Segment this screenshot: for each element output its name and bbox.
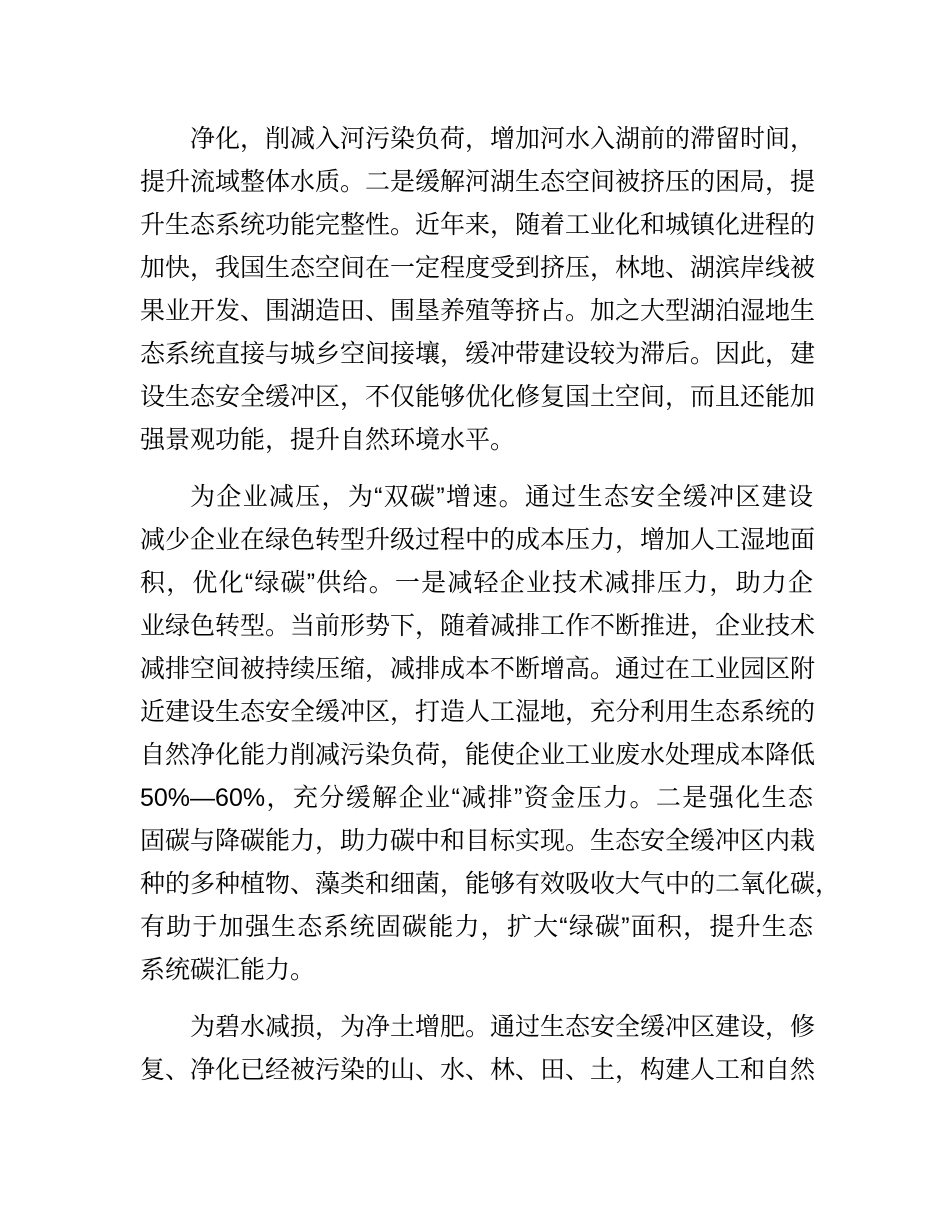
text-line: 果业开发、围湖造田、围垦养殖等挤占。加之大型湖泊湿地生 <box>140 297 816 325</box>
text-line: 为碧水减损，为净土增肥。通过生态安全缓冲区建设，修 <box>190 1013 816 1041</box>
text-line: 升生态系统功能完整性。近年来，随着工业化和城镇化进程的 <box>140 211 816 239</box>
text-line: 业绿色转型。当前形势下，随着减排工作不断推进，企业技术 <box>140 612 816 640</box>
text-line: 自然净化能力削减污染负荷，能使企业工业废水处理成本降低 <box>140 741 816 769</box>
text-line: 态系统直接与城乡空间接壤，缓冲带建设较为滞后。因此，建 <box>140 340 816 368</box>
paragraph <box>140 1006 816 1092</box>
text-line: 净化，削减入河污染负荷，增加河水入湖前的滞留时间， <box>190 125 816 153</box>
text-line: 减排空间被持续压缩，减排成本不断增高。通过在工业园区附 <box>140 655 816 683</box>
text-line: 加快，我国生态空间在一定程度受到挤压，林地、湖滨岸线被 <box>140 254 816 282</box>
text-line: 设生态安全缓冲区，不仅能够优化修复国土空间，而且还能加 <box>140 383 816 411</box>
text-line: 50%—60%，充分缓解企业“减排”资金压力。二是强化生态 <box>140 784 813 812</box>
text-line: 有助于加强生态系统固碳能力，扩大“绿碳”面积，提升生态 <box>140 913 813 941</box>
text-line: 系统碳汇能力。 <box>140 956 316 984</box>
text-line: 提升流域整体水质。二是缓解河湖生态空间被挤压的困局，提 <box>140 168 816 196</box>
text-line: 为企业减压，为“双碳”增速。通过生态安全缓冲区建设 <box>190 483 813 511</box>
paragraph <box>140 476 841 992</box>
text-line: 复、净化已经被污染的山、水、林、田、土，构建人工和自然 <box>140 1056 816 1084</box>
text-line: 固碳与降碳能力，助力碳中和目标实现。生态安全缓冲区内栽 <box>140 827 816 855</box>
text-line: 种的多种植物、藻类和细菌，能够有效吸收大气中的二氧化碳， <box>140 870 841 898</box>
document-text <box>140 118 841 1106</box>
text-line: 减少企业在绿色转型升级过程中的成本压力，增加人工湿地面 <box>140 526 816 554</box>
text-line: 近建设生态安全缓冲区，打造人工湿地，充分利用生态系统的 <box>140 698 816 726</box>
paragraph <box>140 118 816 462</box>
text-line: 强景观功能，提升自然环境水平。 <box>140 426 516 454</box>
text-line: 积，优化“绿碳”供给。一是减轻企业技术减排压力，助力企 <box>140 569 813 597</box>
